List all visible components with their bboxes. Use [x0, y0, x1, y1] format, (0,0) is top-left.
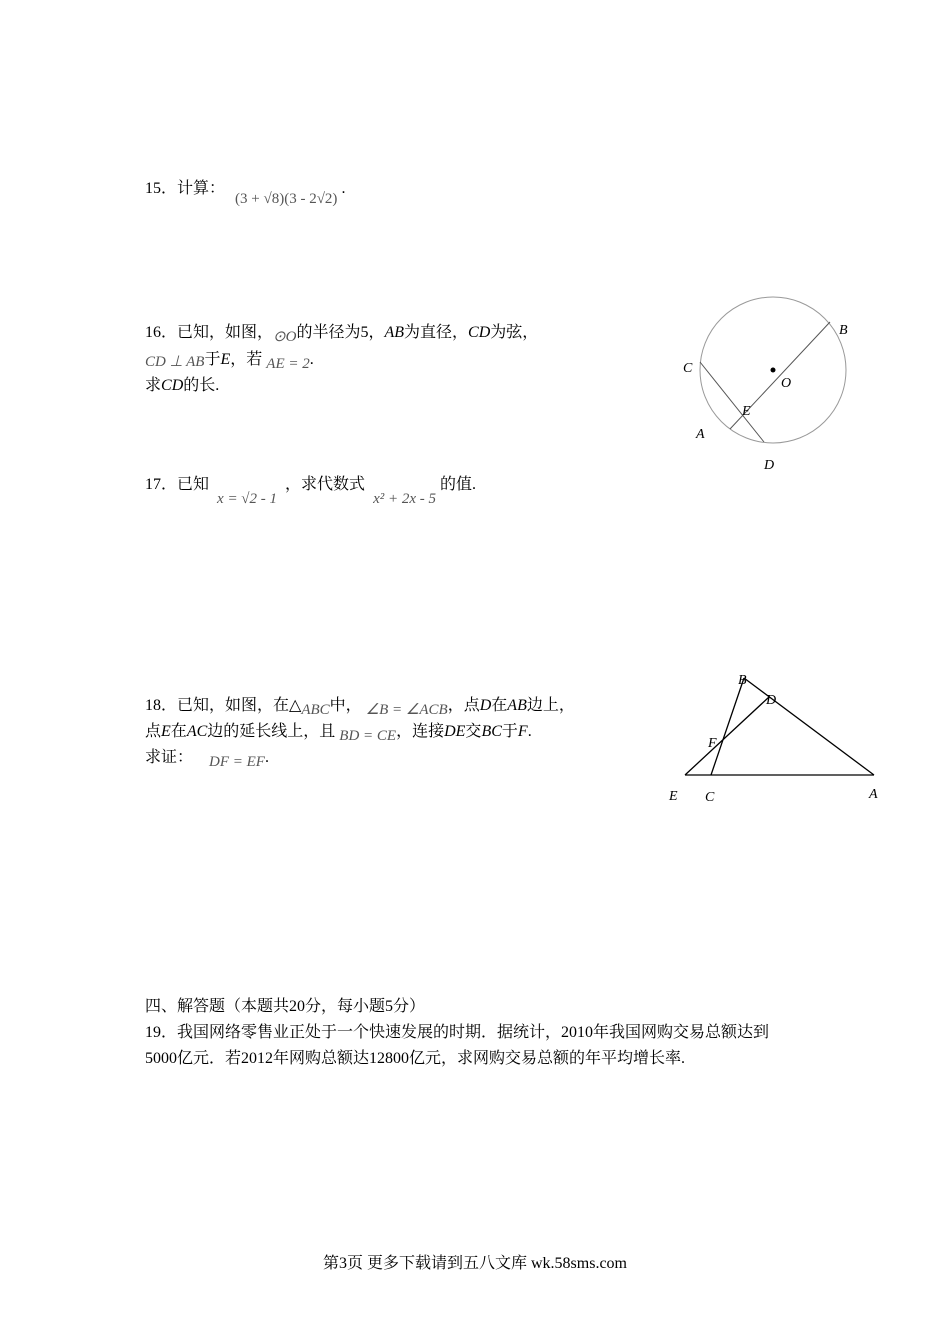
q16-text: 的长. — [183, 377, 220, 394]
q18-text: 边的延长线上，且 — [207, 723, 336, 740]
question-18-line2 — [145, 719, 532, 745]
q16-text: 已知，如图， — [177, 324, 274, 341]
q15-expression: (3 + √8)(3 - 2√2) — [235, 191, 338, 207]
q16-ae-expression: AE = 2 — [266, 356, 310, 372]
q18-text: . — [527, 723, 532, 740]
q17-text: 的值. — [440, 476, 477, 493]
question-16-line2 — [145, 347, 314, 373]
q18-text: 中， — [329, 697, 362, 714]
segment-ba — [744, 678, 874, 775]
q16-text: ，若 — [230, 351, 263, 368]
q16-var: AB — [384, 324, 404, 341]
question-18 — [145, 693, 575, 719]
q16-text: 求 — [145, 377, 162, 394]
segment-bc — [711, 678, 744, 775]
label-d: D — [766, 693, 777, 708]
q17-polynomial: x² + 2x - 5 — [373, 491, 436, 507]
q18-angle-expression: ∠B = ∠ACB — [365, 702, 448, 718]
q18-var: BC — [481, 723, 502, 740]
q16-perp-expression: CD ⊥ AB — [145, 354, 205, 370]
label-e: E — [669, 789, 678, 804]
q18-bdce-expression: BD = CE — [339, 728, 397, 744]
q16-var: CD — [468, 324, 491, 341]
label-o: O — [781, 376, 792, 391]
question-18-line3 — [145, 745, 269, 771]
question-19-line1: 19．我国网络零售业正处于一个快速发展的时期．据统计，2010年我国网购交易总额达到 — [145, 1024, 770, 1041]
q18-var: AB — [507, 697, 527, 714]
q18-var: F — [517, 723, 528, 740]
q15-label: 计算： — [177, 180, 226, 197]
question-16 — [145, 320, 538, 346]
q18-dfef-expression: DF = EF — [209, 754, 265, 770]
q18-text: 在 — [170, 723, 187, 740]
q17-text: ，求代数式 — [285, 476, 366, 493]
center-point — [771, 368, 776, 373]
label-e: E — [742, 404, 751, 419]
question-15 — [145, 176, 346, 207]
segment-ed — [685, 697, 769, 775]
q18-text: 交 — [465, 723, 482, 740]
label-a: A — [696, 427, 705, 442]
q17-number: 17． — [145, 476, 178, 493]
q15-period: . — [341, 180, 346, 197]
label-c: C — [683, 361, 693, 376]
label-b: B — [839, 323, 848, 338]
figure-triangle — [660, 668, 890, 808]
q18-text: 边上， — [526, 697, 575, 714]
q18-text: 在 — [491, 697, 508, 714]
label-c: C — [705, 790, 715, 805]
q16-circle-symbol: ⊙O — [273, 329, 297, 345]
label-f: F — [708, 736, 717, 751]
label-a: A — [869, 787, 878, 802]
question-17 — [145, 472, 477, 507]
q16-number: 16． — [145, 324, 178, 341]
q18-var: E — [161, 723, 171, 740]
q18-text: 于 — [501, 723, 518, 740]
q18-var: AC — [186, 723, 208, 740]
question-19-line2: 5000亿元．若2012年网购总额达12800亿元，求网购交易总额的年平均增长率. — [145, 1050, 686, 1067]
section-title: 四、解答题（本题共20分，每小题5分） — [145, 998, 426, 1015]
q16-text: 为直径， — [404, 324, 469, 341]
page-footer: 第3页 更多下载请到五八文库 wk.58sms.com — [322, 1255, 627, 1272]
label-d: D — [764, 458, 775, 473]
q17-x-expression: x = √2 - 1 — [217, 491, 278, 507]
q18-number: 18． — [145, 697, 178, 714]
q18-triangle-name: ABC — [301, 702, 330, 718]
q18-text: 求证： — [145, 749, 194, 766]
q16-text: 于 — [204, 351, 221, 368]
q16-var: E — [220, 351, 231, 368]
q16-text: 为弦， — [490, 324, 539, 341]
q15-number: 15． — [145, 180, 178, 197]
question-16-line3 — [145, 373, 219, 399]
q18-period: . — [264, 749, 269, 766]
q18-text: 点 — [145, 723, 162, 740]
q17-text: 已知 — [177, 476, 210, 493]
q18-text: ，连接 — [396, 723, 445, 740]
figure-circle — [680, 290, 880, 480]
q18-text: 已知，如图，在△ — [177, 697, 302, 714]
q16-text: 的半径为5， — [296, 324, 385, 341]
q16-var: CD — [161, 377, 184, 394]
q18-var: D — [479, 697, 492, 714]
q18-var: DE — [444, 723, 466, 740]
q18-text: ，点 — [447, 697, 480, 714]
label-b: B — [738, 673, 747, 688]
q16-period: . — [309, 351, 314, 368]
